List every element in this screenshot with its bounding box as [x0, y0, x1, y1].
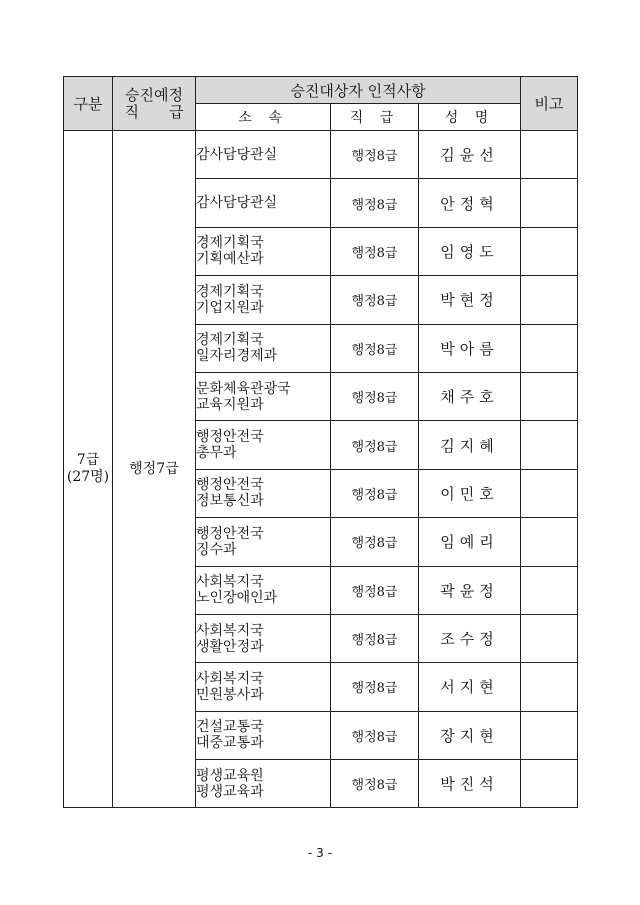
name-cell: 곽윤정: [419, 566, 521, 614]
header-planned-rank: [113, 77, 196, 131]
current-rank-cell: 행정8급: [331, 421, 419, 469]
grade-label: 7급: [76, 452, 100, 469]
affiliation-line: 기업지원과: [196, 299, 264, 316]
current-rank-cell: 행정8급: [331, 324, 419, 372]
affiliation-line: 경제기획국: [196, 283, 264, 300]
name-cell: 임영도: [419, 227, 521, 275]
header-personnel-group: 승진대상자 인적사항: [196, 77, 521, 104]
promotion-roster-table: [63, 76, 578, 808]
table-row: [64, 131, 578, 179]
affiliation-line: 교육지원과: [196, 396, 264, 413]
remarks-cell: [521, 711, 578, 759]
affiliation-cell: [196, 760, 331, 808]
remarks-cell: [521, 469, 578, 517]
affiliation-cell: [196, 372, 331, 420]
affiliation-line: 문화체육관광국: [196, 380, 291, 397]
current-rank-cell: 행정8급: [331, 711, 419, 759]
current-rank-cell: 행정8급: [331, 131, 419, 179]
affiliation-cell: [196, 663, 331, 711]
current-rank-cell: 행정8급: [331, 469, 419, 517]
page-number: - 3 -: [308, 846, 332, 860]
affiliation-line: 감사담당관실: [196, 195, 278, 212]
header-category: 구분: [64, 77, 113, 131]
name-cell: 조수정: [419, 614, 521, 662]
affiliation-cell: [196, 469, 331, 517]
affiliation-line: 건설교통국: [196, 719, 264, 736]
affiliation-line: 총무과: [196, 445, 237, 462]
affiliation-cell: [196, 566, 331, 614]
affiliation-cell: [196, 179, 331, 227]
affiliation-cell: [196, 421, 331, 469]
affiliation-line: 징수과: [196, 541, 237, 558]
current-rank-cell: 행정8급: [331, 614, 419, 662]
name-cell: 안정혁: [419, 179, 521, 227]
header-planned-rank-line-1: 승진예정: [125, 85, 183, 104]
remarks-cell: [521, 227, 578, 275]
affiliation-cell: [196, 324, 331, 372]
name-cell: 이민호: [419, 469, 521, 517]
header-planned-rank-line-2: 직 급: [124, 102, 184, 121]
current-rank-cell: 행정8급: [331, 179, 419, 227]
name-cell: 박현정: [419, 276, 521, 324]
header-affiliation: 소 속: [196, 104, 331, 131]
name-cell: 임예리: [419, 518, 521, 566]
name-cell: 김지혜: [419, 421, 521, 469]
affiliation-line: 노인장애인과: [196, 590, 278, 607]
affiliation-line: 기획예산과: [196, 251, 264, 268]
grade-cell: [64, 131, 113, 808]
current-rank-cell: 행정8급: [331, 372, 419, 420]
remarks-cell: [521, 276, 578, 324]
name-cell: 박진석: [419, 760, 521, 808]
affiliation-line: 일자리경제과: [196, 348, 278, 365]
header-name: 성 명: [419, 104, 521, 131]
remarks-cell: [521, 324, 578, 372]
affiliation-line: 정보통신과: [196, 493, 264, 510]
current-rank-cell: 행정8급: [331, 518, 419, 566]
affiliation-line: 감사담당관실: [196, 146, 278, 163]
affiliation-cell: [196, 227, 331, 275]
affiliation-cell: [196, 276, 331, 324]
remarks-cell: [521, 663, 578, 711]
current-rank-cell: 행정8급: [331, 663, 419, 711]
remarks-cell: [521, 179, 578, 227]
affiliation-cell: [196, 518, 331, 566]
remarks-cell: [521, 760, 578, 808]
current-rank-cell: 행정8급: [331, 276, 419, 324]
affiliation-cell: [196, 131, 331, 179]
name-cell: 김윤선: [419, 131, 521, 179]
header-remarks: 비고: [521, 77, 578, 131]
affiliation-line: 사회복지국: [196, 622, 264, 639]
affiliation-cell: [196, 614, 331, 662]
remarks-cell: [521, 131, 578, 179]
affiliation-line: 생활안정과: [196, 638, 264, 655]
affiliation-line: 행정안전국: [196, 429, 264, 446]
name-cell: 장지현: [419, 711, 521, 759]
affiliation-line: 평생교육과: [196, 783, 264, 800]
remarks-cell: [521, 518, 578, 566]
current-rank-cell: 행정8급: [331, 227, 419, 275]
affiliation-line: 경제기획국: [196, 235, 264, 252]
affiliation-line: 대중교통과: [196, 735, 264, 752]
name-cell: 서지현: [419, 663, 521, 711]
affiliation-line: 민원봉사과: [196, 686, 264, 703]
affiliation-cell: [196, 711, 331, 759]
affiliation-line: 행정안전국: [196, 525, 264, 542]
affiliation-line: 사회복지국: [196, 574, 264, 591]
affiliation-line: 경제기획국: [196, 332, 264, 349]
grade-count: (27명): [66, 469, 110, 486]
affiliation-line: 평생교육원: [196, 767, 264, 784]
name-cell: 박아름: [419, 324, 521, 372]
current-rank-cell: 행정8급: [331, 566, 419, 614]
remarks-cell: [521, 372, 578, 420]
affiliation-line: 행정안전국: [196, 477, 264, 494]
remarks-cell: [521, 614, 578, 662]
remarks-cell: [521, 421, 578, 469]
current-rank-cell: 행정8급: [331, 760, 419, 808]
header-current-rank: 직 급: [331, 104, 419, 131]
planned-rank-cell: 행정7급: [113, 131, 196, 808]
name-cell: 채주호: [419, 372, 521, 420]
affiliation-line: 사회복지국: [196, 670, 264, 687]
roster-body: [64, 131, 578, 808]
remarks-cell: [521, 566, 578, 614]
